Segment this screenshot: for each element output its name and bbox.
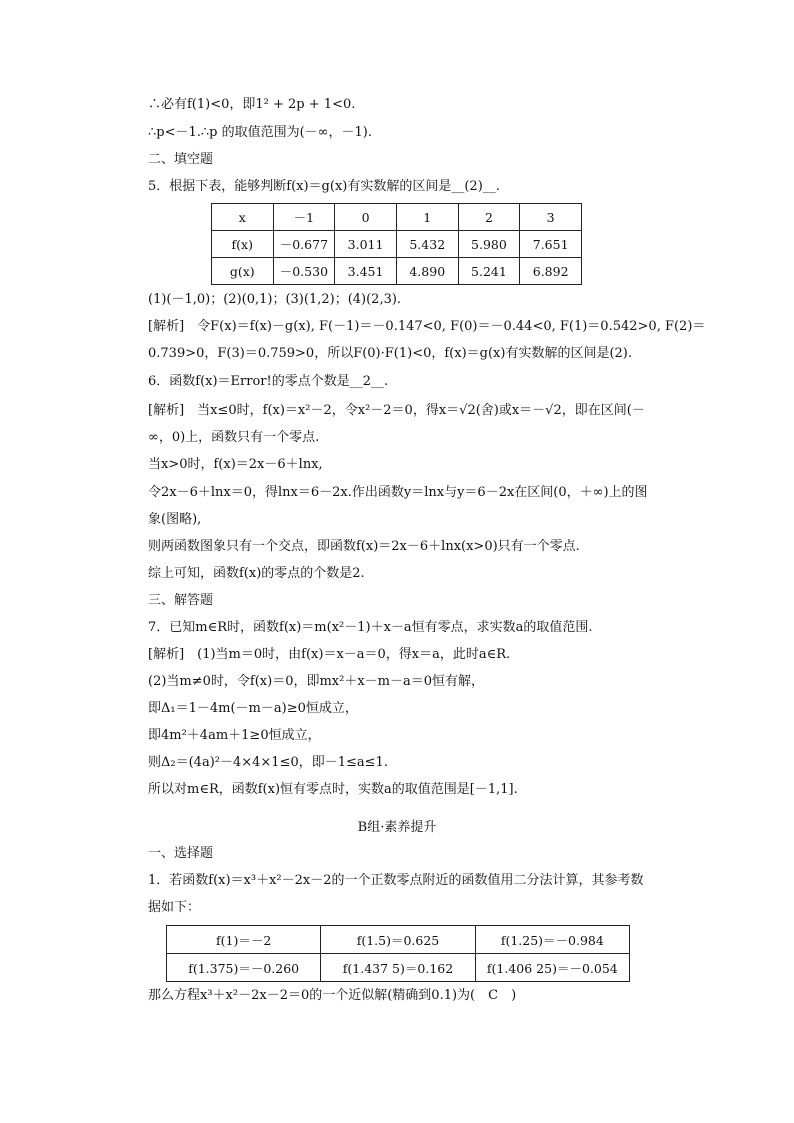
table-cell: 1 xyxy=(396,204,458,231)
table-cell: 0 xyxy=(335,204,397,231)
table-cell: 7.651 xyxy=(520,231,582,258)
bisection-table xyxy=(166,925,630,982)
solution-line: [解析] (1)当m＝0时，由f(x)＝x－a＝0，得x＝a，此时a∈R. xyxy=(148,647,511,662)
table-cell: 5.980 xyxy=(458,231,520,258)
table-cell: 5.432 xyxy=(396,231,458,258)
question-1-ending: 那么方程x³＋x²－2x－2＝0的一个近似解(精确到0.1)为( C ) xyxy=(148,988,517,1003)
question-6: 6．函数f(x)＝Error!的零点个数是__2__. xyxy=(148,374,389,389)
table-cell: f(1.437 5)＝0.162 xyxy=(321,954,475,982)
table-cell: f(1)＝－2 xyxy=(167,926,321,954)
solution-line: 令2x－6＋lnx＝0，得lnx＝6－2x.作出函数y＝lnx与y＝6－2x在区间(0，＋∞)上的图 xyxy=(148,485,648,500)
table-cell: f(x) xyxy=(212,231,274,258)
table-cell: 3.011 xyxy=(335,231,397,258)
table-cell: －0.677 xyxy=(273,231,335,258)
section-heading: 二、填空题 xyxy=(148,152,214,167)
table-cell: 3 xyxy=(520,204,582,231)
table-cell: 2 xyxy=(458,204,520,231)
table-cell: 5.241 xyxy=(458,258,520,285)
table-cell: f(1.406 25)＝－0.054 xyxy=(475,954,629,982)
solution-line: [解析] 令F(x)＝f(x)－g(x), F(－1)＝－0.147<0, F(0)＝－0.44<0, F(1)＝0.542>0, F(2)＝ xyxy=(148,319,706,334)
table-row xyxy=(167,926,630,954)
table-cell: 3.451 xyxy=(335,258,397,285)
table-cell: －0.530 xyxy=(273,258,335,285)
table-cell: 6.892 xyxy=(520,258,582,285)
solution-line: (2)当m≠0时，令f(x)＝0，即mx²＋x－m－a＝0恒有解， xyxy=(148,674,485,689)
solution-line: 即Δ₁＝1－4m(－m－a)≥0恒成立， xyxy=(148,701,358,716)
values-table xyxy=(211,203,582,285)
solution-line: 0.739>0，F(3)＝0.759>0，所以F(0)·F(1)<0，f(x)＝g(x)有实数解的区间是(2). xyxy=(148,346,632,361)
section-heading: 一、选择题 xyxy=(148,846,214,861)
table-row xyxy=(212,204,582,231)
question-1: 1．若函数f(x)＝x³＋x²－2x－2的一个正数零点附近的函数值用二分法计算，其参考数 xyxy=(148,873,644,888)
group-title: B组·素养提升 xyxy=(357,820,437,835)
solution-line: ∞，0)上，函数只有一个零点. xyxy=(148,430,320,445)
solution-line: 则Δ₂＝(4a)²－4×4×1≤0，即－1≤a≤1. xyxy=(148,755,388,770)
table-row xyxy=(212,231,582,258)
table-cell: x xyxy=(212,204,274,231)
question-7: 7．已知m∈R时，函数f(x)＝m(x²－1)＋x－a恒有零点，求实数a的取值范围. xyxy=(148,620,593,635)
table-row xyxy=(212,258,582,285)
question-5: 5．根据下表，能够判断f(x)＝g(x)有实数解的区间是__(2)__. xyxy=(148,179,500,194)
solution-line: 则两函数图象只有一个交点，即函数f(x)＝2x－6＋lnx(x>0)只有一个零点. xyxy=(148,539,580,554)
section-heading: 三、解答题 xyxy=(148,593,214,608)
table-cell: 4.890 xyxy=(396,258,458,285)
table-cell: f(1.25)＝－0.984 xyxy=(475,926,629,954)
text-line: ∴必有f(1)<0，即1² + 2p + 1<0. xyxy=(148,97,356,112)
solution-line: 当x>0时，f(x)＝2x－6＋lnx, xyxy=(148,457,323,472)
solution-line: 象(图略), xyxy=(148,512,202,527)
answer-options: (1)(－1,0)；(2)(0,1)；(3)(1,2)；(4)(2,3). xyxy=(148,292,402,307)
table-cell: g(x) xyxy=(212,258,274,285)
table-cell: f(1.375)＝－0.260 xyxy=(167,954,321,982)
solution-line: 所以对m∈R，函数f(x)恒有零点时，实数a的取值范围是[－1,1]. xyxy=(148,782,518,797)
solution-line: 即4m²＋4am＋1≥0恒成立， xyxy=(148,728,321,743)
table-cell: －1 xyxy=(273,204,335,231)
text-line: ∴p<－1.∴p 的取值范围为(－∞，－1). xyxy=(148,125,372,140)
solution-line: [解析] 当x≤0时，f(x)＝x²－2，令x²－2＝0，得x＝√2(舍)或x＝－√2，即在区间(－ xyxy=(148,403,645,418)
table-row xyxy=(167,954,630,982)
question-1-cont: 据如下： xyxy=(148,900,201,915)
solution-line: 综上可知，函数f(x)的零点的个数是2. xyxy=(148,566,365,581)
table-cell: f(1.5)＝0.625 xyxy=(321,926,475,954)
